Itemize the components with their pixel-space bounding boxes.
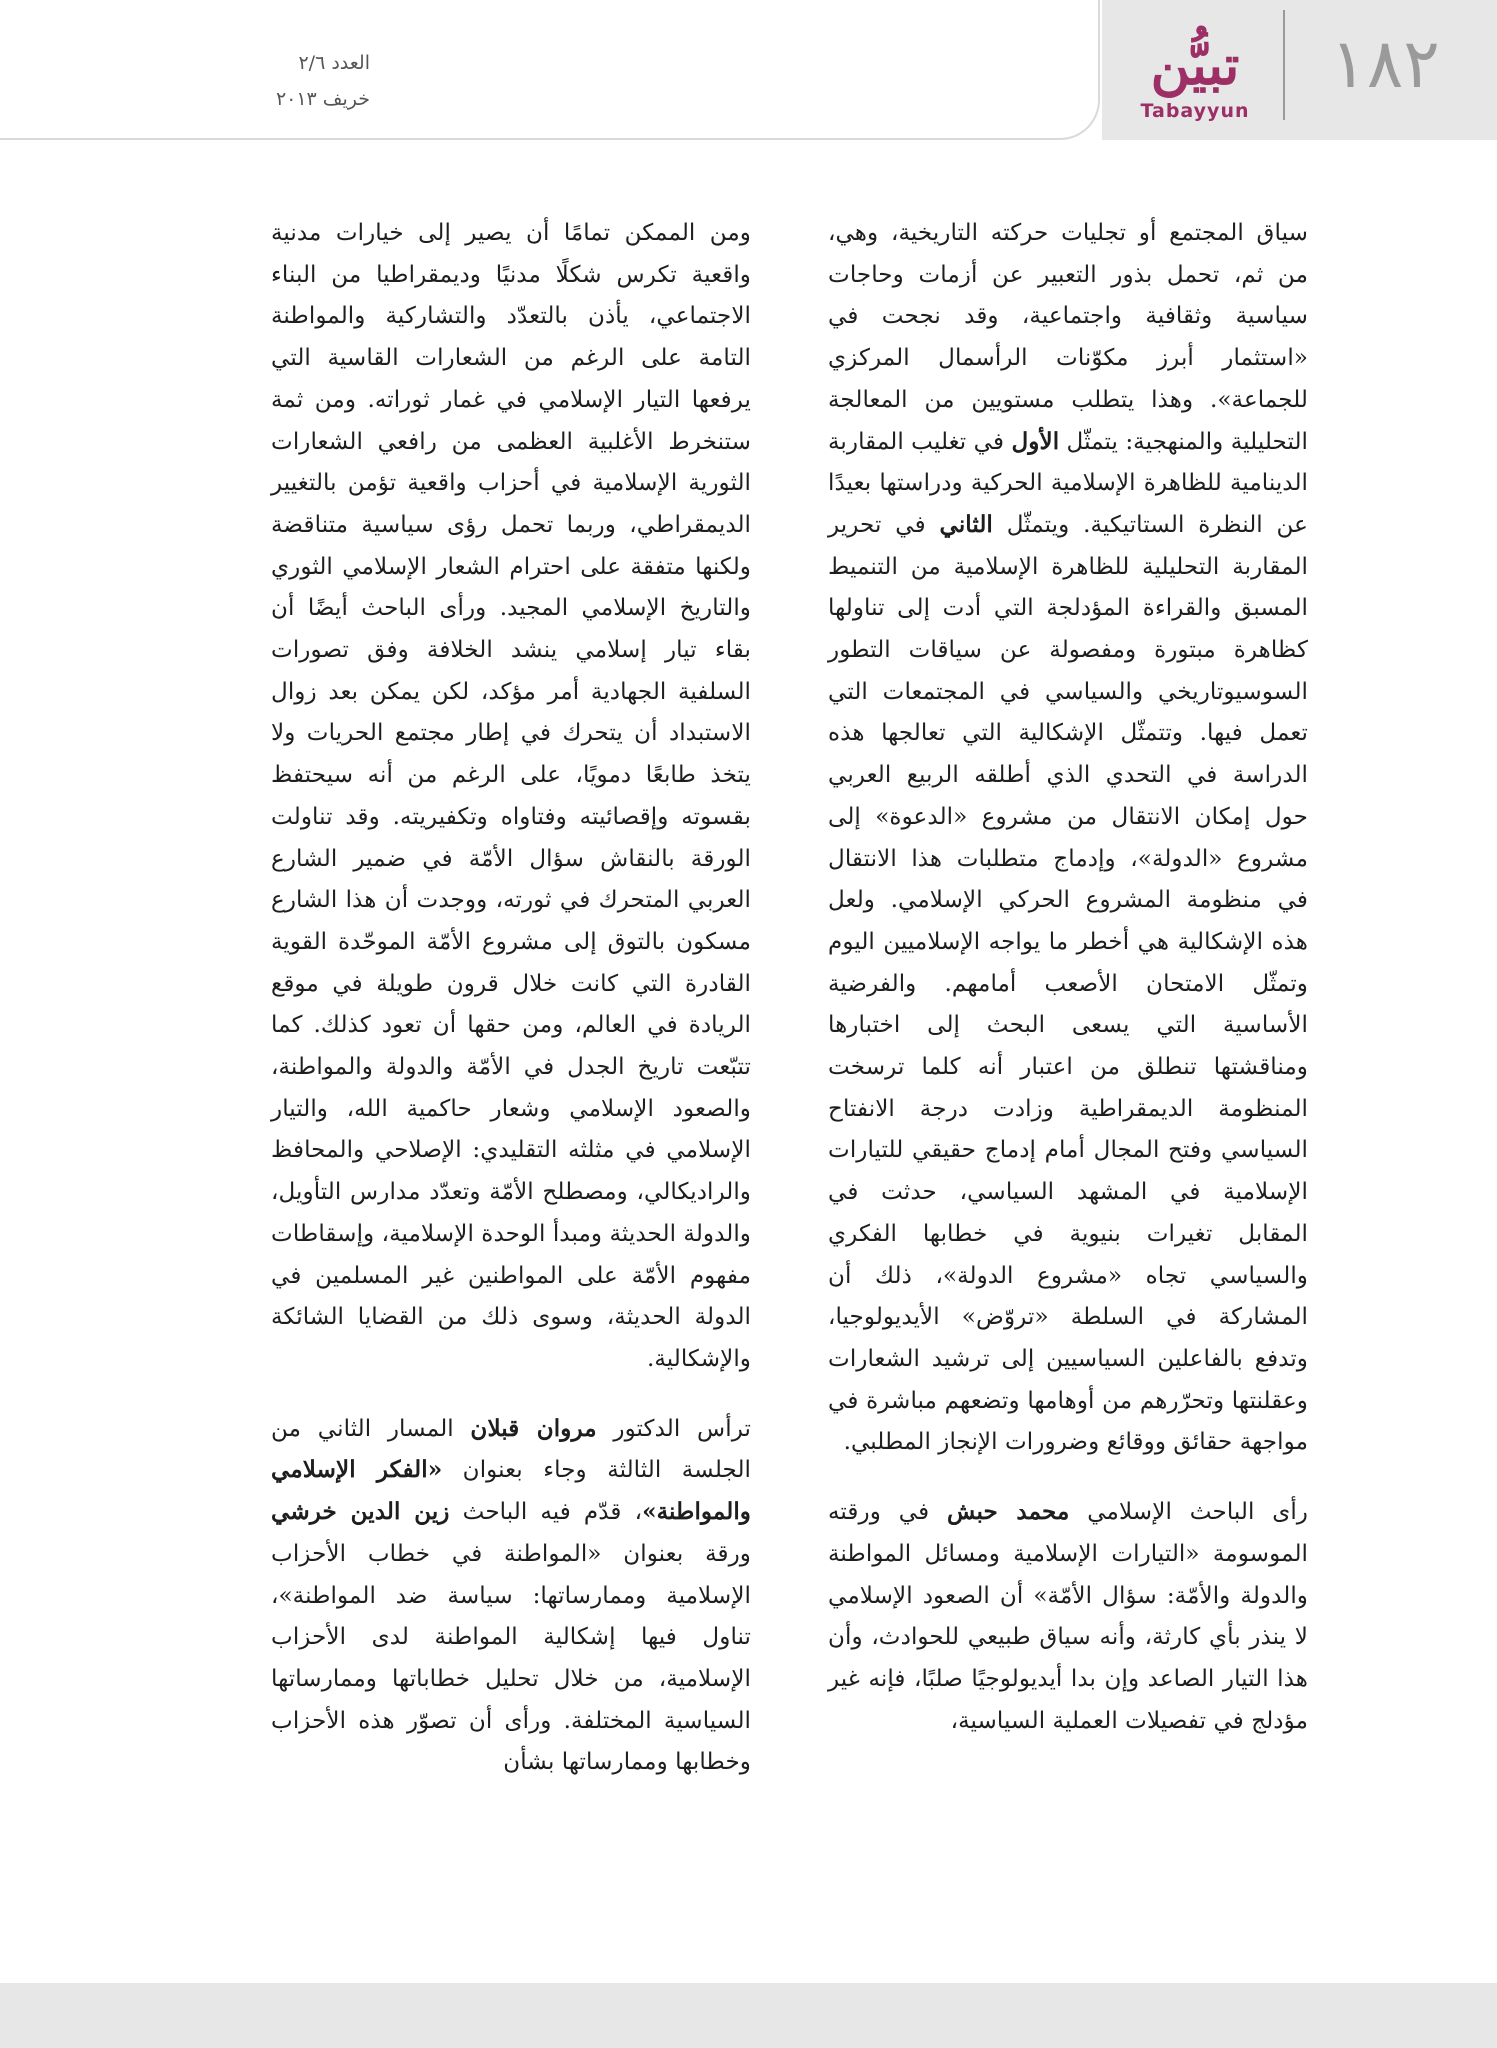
header-running-band <box>0 0 1100 140</box>
logo-arabic: تبيُّن <box>1150 33 1240 97</box>
text-column-right <box>828 212 1308 1741</box>
author-name: محمد حبش <box>946 1498 1070 1526</box>
paragraph: رأى الباحث الإسلامي محمد حبش في ورقته الموسومة «التيارات الإسلامية ومسائل المواطنة والدولة والأمّة: سؤال الأمّة» أن الصعود الإسلامي لا ينذر بأي كارثة، وأنه سياق طبيعي للحوادث، وأن هذا التيار الصاعد وإن بدا أيديولوجيًا صلبًا، فإنه غير مؤدلج في تفصيلات العملية السياسية، <box>828 1498 1308 1734</box>
journal-logo <box>1120 30 1270 130</box>
paragraph: ومن الممكن تمامًا أن يصير إلى خيارات مدنية واقعية تكرس شكلًا مدنيًا وديمقراطيا من البناء الاجتماعي، يأذن بالتعدّد والتشاركية والمواطنة التامة على الرغم من الشعارات القاسية التي يرفعها التيار الإسلامي في غمار ثوراته. ومن ثمة ستنخرط الأغلبية العظمى من رافعي الشعارات الثورية الإسلامية في أحزاب واقعية تؤمن بالتغيير الديمقراطي، وربما تحمل رؤى سياسية متناقضة ولكنها متفقة على احترام الشعار الإسلامي الثوري والتاريخ الإسلامي المجيد. ورأى الباحث أيضًا أن بقاء تيار إسلامي ينشد الخلافة وفق تصورات السلفية الجهادية أمر مؤكد، لكن يمكن بعد زوال الاستبداد أن يتحرك في إطار مجتمع الحريات ولا يتخذ طابعًا دمويًا، على الرغم من أنه سيحتفظ بقسوته وإقصائيته وفتاواه وتكفيريته. وقد تناولت الورقة بالنقاش سؤال الأمّة في ضمير الشارع العربي المتحرك في ثورته، ووجدت أن هذا الشارع مسكون بالتوق إلى مشروع الأمّة الموحّدة القوية القادرة التي كانت خلال قرون طويلة في موقع الريادة في العالم، ومن حقها أن تعود كذلك. كما تتبّعت تاريخ الجدل في الأمّة والدولة والمواطنة، والصعود الإسلامي وشعار حاكمية الله، والتيار الإسلامي في مثلثه التقليدي: الإصلاحي والمحافظ والراديكالي، ومصطلح الأمّة وتعدّد مدارس التأويل، والدولة الحديثة ومبدأ الوحدة الإسلامية، وإسقاطات مفهوم الأمّة على المواطنين غير المسلمين في الدولة الحديثة، وسوى ذلك من القضايا الشائكة والإشكالية. <box>271 219 751 1372</box>
bold-term: الثاني <box>939 510 993 538</box>
header-divider <box>1283 10 1285 120</box>
chair-name: مروان قبلان <box>470 1414 597 1442</box>
session-title: «الفكر الإسلامي والمواطنة» <box>271 1456 751 1526</box>
issue-number: العدد ٢/٦ <box>298 52 370 74</box>
text-column-left <box>271 212 751 1783</box>
page-number: ١٨٢ <box>1330 25 1440 104</box>
page-header <box>0 0 1497 140</box>
logo-latin: Tabayyun <box>1140 100 1250 122</box>
page-footer-band <box>0 1983 1497 2048</box>
issue-season: خريف ٢٠١٣ <box>275 88 370 110</box>
paragraph: ترأس الدكتور مروان قبلان المسار الثاني من الجلسة الثالثة وجاء بعنوان «الفكر الإسلامي والمواطنة»، قدّم فيه الباحث زين الدين خرشي ورقة بعنوان «المواطنة في خطاب الأحزاب الإسلامية وممارساتها: سياسة ضد المواطنة»، تناول فيها إشكالية المواطنة لدى الأحزاب الإسلامية، من خلال تحليل خطاباتها وممارساتها السياسية المختلفة. ورأى أن تصوّر هذه الأحزاب وخطابها وممارساتها بشأن <box>271 1414 751 1776</box>
author-name: زين الدين خرشي <box>271 1498 450 1526</box>
issue-info <box>250 45 370 117</box>
paragraph: سياق المجتمع أو تجليات حركته التاريخية، وهي، من ثم، تحمل بذور التعبير عن أزمات وحاجات سياسية وثقافية واجتماعية، وقد نجحت في «استثمار أبرز مكوّنات الرأسمال المركزي للجماعة». وهذا يتطلب مستويين من المعالجة التحليلية والمنهجية: يتمثّل الأول في تغليب المقاربة الدينامية للظاهرة الإسلامية الحركية ودراستها بعيدًا عن النظرة الستاتيكية. ويتمثّل الثاني في تحرير المقاربة التحليلية للظاهرة الإسلامية من التنميط المسبق والقراءة المؤدلجة التي أدت إلى تناولها كظاهرة مبتورة ومفصولة عن سياقات التطور السوسيوتاريخي والسياسي في المجتمعات التي تعمل فيها. وتتمثّل الإشكالية التي تعالجها هذه الدراسة في التحدي الذي أطلقه الربيع العربي حول إمكان الانتقال من مشروع «الدعوة» إلى مشروع «الدولة»، وإدماج متطلبات هذا الانتقال في منظومة المشروع الحركي الإسلامي. ولعل هذه الإشكالية هي أخطر ما يواجه الإسلاميين اليوم وتمثّل الامتحان الأصعب أمامهم. والفرضية الأساسية التي يسعى البحث إلى اختبارها ومناقشتها تنطلق من اعتبار أنه كلما ترسخت المنظومة الديمقراطية وزادت درجة الانفتاح السياسي وفتح المجال أمام إدماج حقيقي للتيارات الإسلامية في المشهد السياسي، حدثت في المقابل تغيرات بنيوية في خطابها الفكري والسياسي تجاه «مشروع الدولة»، ذلك أن المشاركة في السلطة «تروّض» الأيديولوجيا، وتدفع بالفاعلين السياسيين إلى ترشيد الشعارات وعقلنتها وتحرّرهم من أوهامها وتضعهم مباشرة في مواجهة حقائق ووقائع وضرورات الإنجاز المطلبي. <box>828 219 1309 1456</box>
bold-term: الأول <box>1011 427 1060 455</box>
